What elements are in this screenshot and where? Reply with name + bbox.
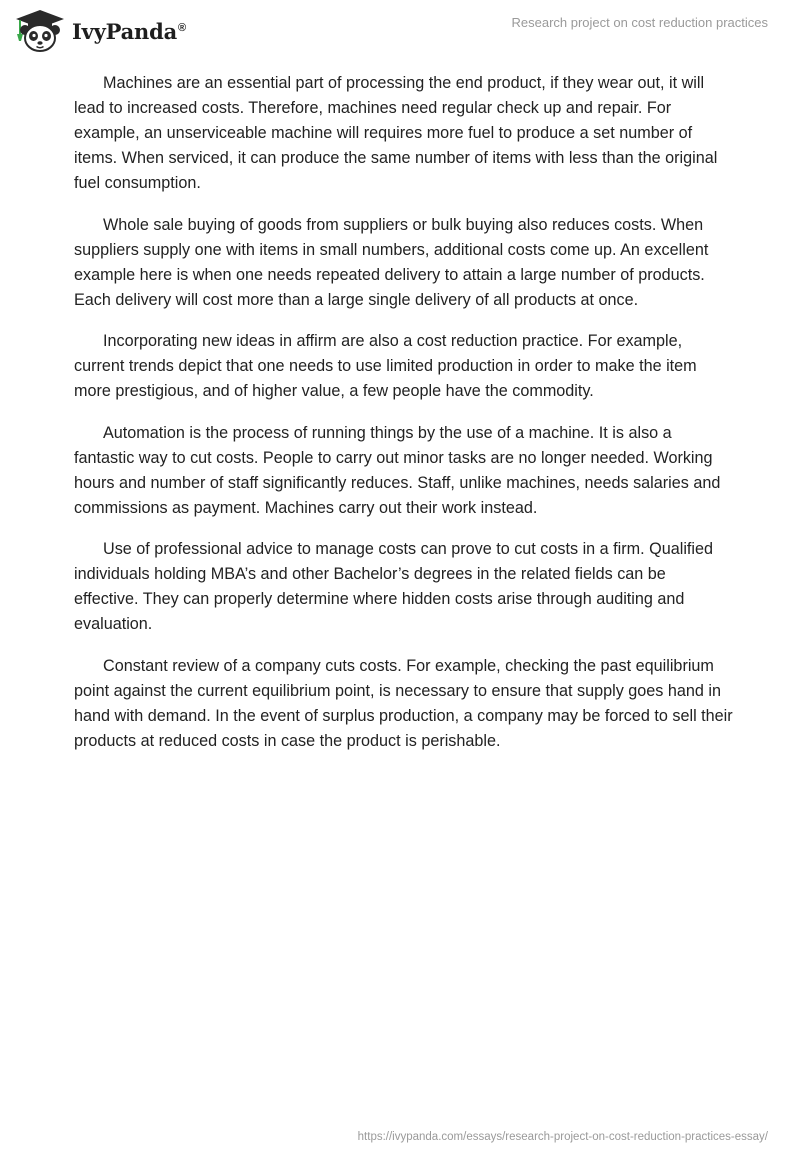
paragraph-bulk-buying: Whole sale buying of goods from suppliers or bulk buying also reduces costs. When suppliers supply one with items in small numbers, additional costs come up. An excellent example here is when one needs repeated delivery to attain a large number of products. Each delivery will cost more than a large single delivery of all products at once. — [74, 215, 709, 309]
paragraph-constant-review: Constant review of a company cuts costs. For example, checking the past equilibrium point against the current equilibrium point, is necessary to ensure that supply goes hand in hand with demand. In the event of surplus production, a company may be forced to sell their products at reduced costs in case the product is perishable. — [74, 656, 733, 750]
brand-logo[interactable] — [14, 8, 186, 54]
registered-mark: ® — [178, 21, 186, 34]
paragraph-automation: Automation is the process of running things by the use of a machine. It is also a fantastic way to cut costs. People to carry out minor tasks are no longer needed. Working hours and number of staff significantly reduces. Staff, unlike machines, needs salaries and commissions as payment. Machines carry out their work instead. — [74, 423, 721, 517]
page-header — [0, 0, 800, 70]
paragraph-professional-advice: Use of professional advice to manage costs can prove to cut costs in a firm. Qualified individuals holding MBA’s and other Bachelor’s degrees in the related fields can be effective. They can properly determine where hidden costs arise through auditing and evaluation. — [74, 540, 714, 633]
paragraph-new-ideas: Incorporating new ideas in affirm are also a cost reduction practice. For example, current trends depict that one needs to use limited production in order to make the item more prestigious, and of higher value, a few people have the commodity. — [74, 332, 697, 400]
brand-name — [72, 19, 186, 44]
brand-name-text: IvyPanda — [72, 18, 178, 44]
panda-graduate-icon — [14, 8, 66, 54]
essay-body — [74, 71, 734, 770]
paragraph-machines: Machines are an essential part of processing the end product, if they wear out, it will lead to increased costs. Therefore, machines need regular check up and repair. For example, an unserviceable machine will requires more fuel to produce a set number of items. When serviced, it can produce the same number of items with less than the original fuel consumption. — [74, 74, 718, 192]
footer-url-link[interactable]: https://ivypanda.com/essays/research-project-on-cost-reduction-practices-essay/ — [357, 1131, 768, 1143]
document-title: Research project on cost reduction practices — [511, 15, 768, 30]
